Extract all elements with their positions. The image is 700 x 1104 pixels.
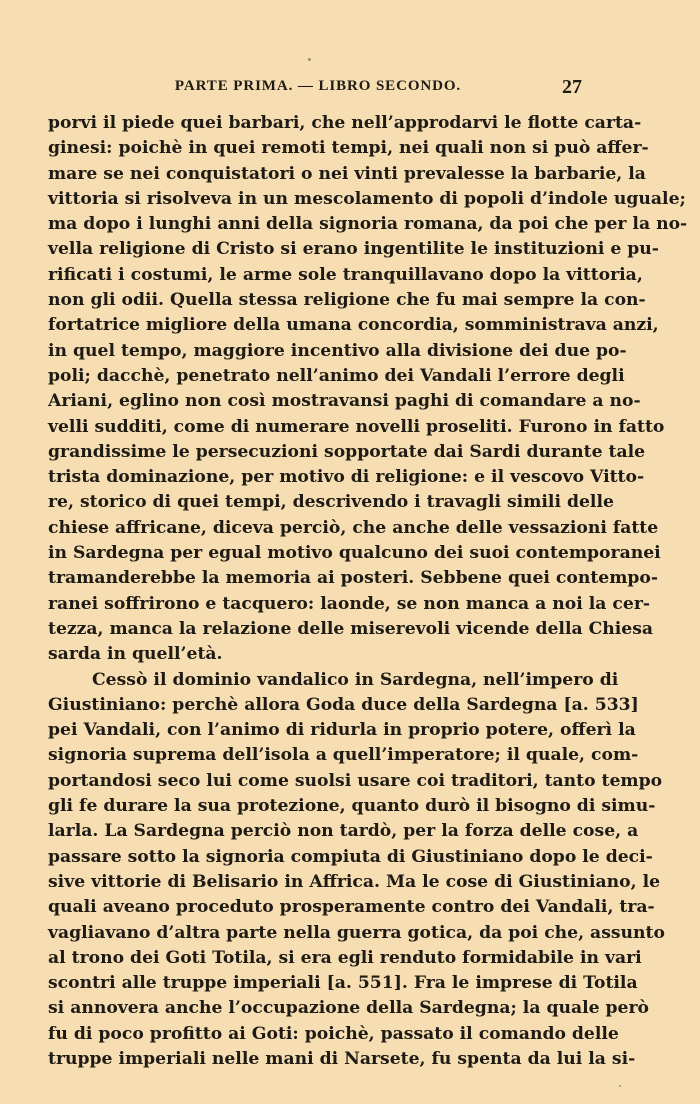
paper-speck <box>308 58 311 61</box>
text-line: vittoria si risolveva in un mescolamento di popoli d’indole uguale; <box>48 188 686 209</box>
paragraph-first-line: Cessò il dominio vandalico in Sardegna, nell’impero di <box>92 669 619 690</box>
text-line: si annovera anche l’occupazione della Sardegna; la quale però <box>48 998 650 1019</box>
text-line: quali aveano proceduto prosperamente contro dei Vandali, tra- <box>48 897 655 918</box>
text-line: vella religione di Cristo si erano ingentilite le instituzioni e pu- <box>48 239 659 260</box>
text-line: ranei soffrirono e tacquero: laonde, se non manca a noi la cer- <box>48 593 651 614</box>
paragraph-last-line: sarda in quell’età. <box>48 644 223 665</box>
text-line: grandissime le persecuzioni sopportate dai Sardi durante tale <box>48 441 646 462</box>
body-text <box>48 111 688 1072</box>
text-line: mare se nei conquistatori o nei vinti prevalesse la barbarie, la <box>48 163 646 184</box>
text-line: fortatrice migliore della umana concordia, somministrava anzi, <box>48 315 659 336</box>
text-line: vagliavano d’altra parte nella guerra gotica, da poi che, assunto <box>48 922 665 943</box>
text-line: poli; dacchè, penetrato nell’animo dei Vandali l’errore degli <box>48 365 625 386</box>
text-line: scontri alle truppe imperiali [a. 551]. Fra le imprese di Totila <box>48 973 638 994</box>
paper-speck <box>619 1085 621 1087</box>
running-head <box>48 78 588 102</box>
text-line: pei Vandali, con l’animo di ridurla in proprio potere, offerì la <box>48 720 636 741</box>
text-line: ginesi: poichè in quei remoti tempi, nei quali non si può affer- <box>48 138 649 159</box>
text-line: non gli odii. Quella stessa religione che fu mai sempre la con- <box>48 290 646 311</box>
text-line: tramanderebbe la memoria ai posteri. Sebbene quei contempo- <box>48 568 659 589</box>
text-line: velli sudditi, come di numerare novelli proseliti. Furono in fatto <box>48 416 665 437</box>
text-line: ma dopo i lunghi anni della signoria romana, da poi che per la no- <box>48 214 688 235</box>
text-line: sive vittorie di Belisario in Affrica. Ma le cose di Giustiniano, le <box>48 871 661 892</box>
text-line: portandosi seco lui come suolsi usare coi traditori, tanto tempo <box>48 770 663 791</box>
text-line: chiese affricane, diceva perciò, che anche delle vessazioni fatte <box>48 517 659 538</box>
text-line: Giustiniano: perchè allora Goda duce della Sardegna [a. 533] <box>48 694 639 715</box>
text-line: in quel tempo, maggiore incentivo alla divisione dei due po- <box>48 340 627 361</box>
text-line: trista dominazione, per motivo di religione: e il vescovo Vitto- <box>48 467 645 488</box>
text-line: fu di poco profitto ai Goti: poichè, passato il comando delle <box>48 1023 619 1044</box>
text-line: truppe imperiali nelle mani di Narsete, fu spenta da lui la si- <box>48 1048 636 1069</box>
text-line: re, storico di quei tempi, descrivendo i travagli simili delle <box>48 492 614 513</box>
text-line: al trono dei Goti Totila, si era egli renduto formidabile in vari <box>48 947 642 968</box>
text-line: tezza, manca la relazione delle miserevoli vicende della Chiesa <box>48 618 654 639</box>
text-line: rificati i costumi, le arme sole tranquillavano dopo la vittoria, <box>48 264 643 285</box>
text-line: passare sotto la signoria compiuta di Giustiniano dopo le deci- <box>48 846 653 867</box>
running-head-text: PARTE PRIMA. — LIBRO SECONDO. <box>174 78 462 94</box>
text-line: larla. La Sardegna perciò non tardò, per la forza delle cose, a <box>48 821 639 842</box>
text-line: in Sardegna per egual motivo qualcuno dei suoi contemporanei <box>48 543 661 564</box>
text-line: porvi il piede quei barbari, che nell’approdarvi le flotte carta- <box>48 113 642 133</box>
text-line: signoria suprema dell’isola a quell’imperatore; il quale, com- <box>48 745 639 766</box>
page-number: 27 <box>562 76 582 98</box>
text-line: Ariani, eglino non così mostravansi paghi di comandare a no- <box>48 391 641 412</box>
text-line: gli fe durare la sua protezione, quanto durò il bisogno di simu- <box>48 796 656 817</box>
